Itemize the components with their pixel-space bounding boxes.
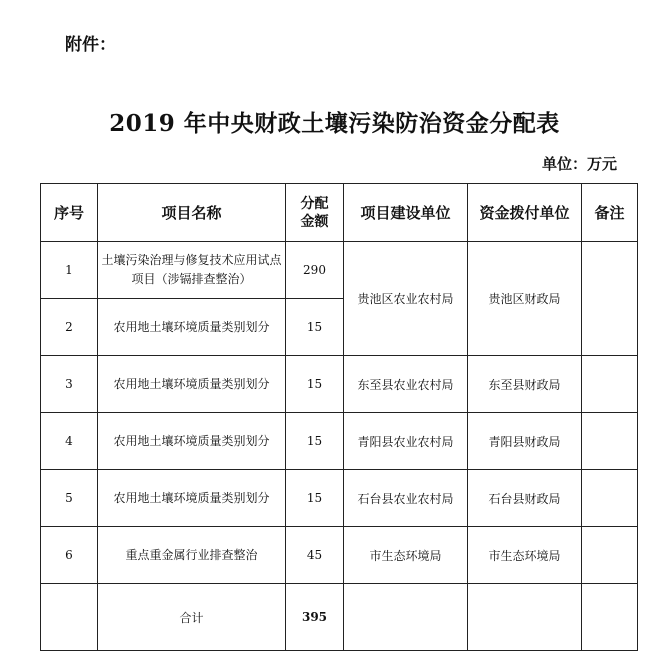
- builder-cell: 青阳县农业农村局: [344, 413, 468, 470]
- note-cell: [582, 527, 638, 584]
- header-amount: [286, 184, 344, 242]
- funder-cell: 青阳县财政局: [468, 413, 582, 470]
- note-cell: [582, 356, 638, 413]
- table-row: [41, 413, 638, 470]
- funder-cell: 东至县财政局: [468, 356, 582, 413]
- table-row: [41, 356, 638, 413]
- builder-cell: 东至县农业农村局: [344, 356, 468, 413]
- note-cell: [582, 470, 638, 527]
- seq-cell: 6: [41, 527, 98, 584]
- total-funder-cell: [468, 584, 582, 651]
- amount-cell: 15: [286, 299, 344, 356]
- total-seq-cell: [41, 584, 98, 651]
- amount-cell: 45: [286, 527, 344, 584]
- seq-cell: 2: [41, 299, 98, 356]
- total-row: [41, 584, 638, 651]
- seq-cell: 1: [41, 242, 98, 299]
- builder-cell: 石台县农业农村局: [344, 470, 468, 527]
- header-funder: 资金拨付单位: [468, 184, 582, 242]
- seq-cell: 4: [41, 413, 98, 470]
- total-label-cell: 合计: [98, 584, 286, 651]
- table-row: [41, 470, 638, 527]
- header-builder: 项目建设单位: [344, 184, 468, 242]
- allocation-table: [40, 183, 638, 651]
- project-name-cell: 农用地土壤环境质量类别划分: [98, 470, 286, 527]
- header-row: [41, 184, 638, 242]
- builder-cell: 市生态环境局: [344, 527, 468, 584]
- note-cell: [582, 242, 638, 356]
- project-name-cell: 土壤污染治理与修复技术应用试点项目（涉镉排查整治）: [98, 242, 286, 299]
- amount-cell: 290: [286, 242, 344, 299]
- header-project-name: 项目名称: [98, 184, 286, 242]
- builder-cell: 贵池区农业农村局: [344, 242, 468, 356]
- project-name-cell: 农用地土壤环境质量类别划分: [98, 356, 286, 413]
- header-note: 备注: [582, 184, 638, 242]
- note-cell: [582, 413, 638, 470]
- seq-cell: 5: [41, 470, 98, 527]
- project-name-cell: 农用地土壤环境质量类别划分: [98, 299, 286, 356]
- total-amount-cell: 395: [286, 584, 344, 651]
- header-seq: 序号: [41, 184, 98, 242]
- funder-cell: 贵池区财政局: [468, 242, 582, 356]
- table-row: [41, 527, 638, 584]
- header-amount-line2: 金额: [300, 213, 329, 230]
- funder-cell: 石台县财政局: [468, 470, 582, 527]
- amount-cell: 15: [286, 470, 344, 527]
- document-title: 2019 年中央财政土壤污染防治资金分配表: [109, 110, 560, 137]
- seq-cell: 3: [41, 356, 98, 413]
- table-row: [41, 242, 638, 299]
- unit-label: 单位：万元: [541, 155, 617, 173]
- attachment-label: 附件：: [65, 35, 116, 55]
- funder-cell: 市生态环境局: [468, 527, 582, 584]
- total-note-cell: [582, 584, 638, 651]
- header-amount-line1: 分配: [300, 195, 329, 212]
- project-name-cell: 农用地土壤环境质量类别划分: [98, 413, 286, 470]
- project-name-cell: 重点重金属行业排查整治: [98, 527, 286, 584]
- total-builder-cell: [344, 584, 468, 651]
- amount-cell: 15: [286, 356, 344, 413]
- amount-cell: 15: [286, 413, 344, 470]
